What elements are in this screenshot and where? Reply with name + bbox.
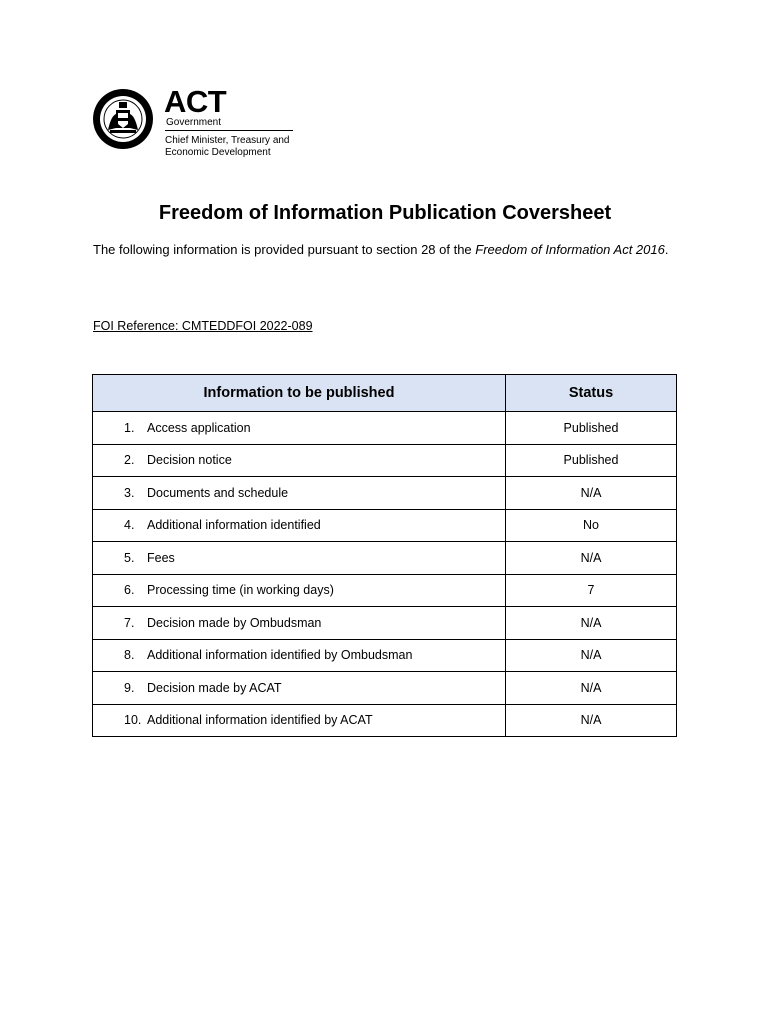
table-row <box>93 704 677 737</box>
row-item <box>93 607 506 640</box>
table-header-row <box>93 375 677 412</box>
row-status: 7 <box>506 574 677 607</box>
row-label: Processing time (in working days) <box>147 583 334 598</box>
act-name: Freedom of Information Act 2016 <box>475 242 665 257</box>
table-row <box>93 542 677 575</box>
row-status: N/A <box>506 672 677 705</box>
intro-end: . <box>664 242 669 257</box>
document-title: Freedom of Information Publication Coversheet <box>158 202 612 224</box>
row-status: N/A <box>506 542 677 575</box>
row-status: Published <box>506 412 677 445</box>
intro-paragraph <box>93 240 693 260</box>
row-item <box>93 477 506 510</box>
table-row <box>93 477 677 510</box>
table-row <box>93 509 677 542</box>
logo-department-line-2: Economic Development <box>165 147 271 158</box>
act-government-logo <box>92 86 302 168</box>
act-coat-of-arms-icon <box>92 86 158 152</box>
logo-act-text: ACT <box>164 84 227 119</box>
row-label: Access application <box>147 420 251 435</box>
row-status: N/A <box>506 477 677 510</box>
table-row <box>93 412 677 445</box>
intro-text: The following information is provided pursuant to section 28 of the <box>93 242 476 257</box>
row-number: 6. <box>124 583 135 598</box>
row-number: 1. <box>124 420 135 435</box>
logo-department-line-1: Chief Minister, Treasury and <box>165 135 290 146</box>
row-number: 2. <box>124 453 135 468</box>
row-label: Decision made by Ombudsman <box>147 615 322 630</box>
row-status: N/A <box>506 639 677 672</box>
row-number: 3. <box>124 485 135 500</box>
row-number: 10. <box>124 713 142 728</box>
row-number: 5. <box>124 550 135 565</box>
row-item <box>93 444 506 477</box>
row-status: N/A <box>506 704 677 737</box>
table-row <box>93 444 677 477</box>
row-number: 4. <box>124 518 135 533</box>
row-item <box>93 412 506 445</box>
row-label: Additional information identified by Ombudsman <box>147 648 413 663</box>
logo-divider <box>165 130 293 131</box>
row-label: Documents and schedule <box>147 485 289 500</box>
row-label: Additional information identified by ACAT <box>147 713 373 728</box>
publication-table <box>92 374 677 737</box>
table-row <box>93 607 677 640</box>
header-status: Status <box>506 375 677 412</box>
row-item <box>93 542 506 575</box>
row-number: 8. <box>124 648 135 663</box>
row-status: Published <box>506 444 677 477</box>
table-row <box>93 574 677 607</box>
header-information: Information to be published <box>93 375 506 412</box>
row-status: No <box>506 509 677 542</box>
row-item <box>93 704 506 737</box>
row-item <box>93 574 506 607</box>
table-row <box>93 639 677 672</box>
row-number: 9. <box>124 680 135 695</box>
logo-government-text: Government <box>166 117 222 128</box>
row-label: Decision notice <box>147 453 232 468</box>
foi-reference: FOI Reference: CMTEDDFOI 2022-089 <box>93 319 313 333</box>
row-item <box>93 639 506 672</box>
row-status: N/A <box>506 607 677 640</box>
row-item <box>93 672 506 705</box>
row-label: Decision made by ACAT <box>147 680 282 695</box>
row-number: 7. <box>124 615 135 630</box>
row-label: Additional information identified <box>147 518 321 533</box>
table-row <box>93 672 677 705</box>
row-item <box>93 509 506 542</box>
row-label: Fees <box>147 550 175 565</box>
